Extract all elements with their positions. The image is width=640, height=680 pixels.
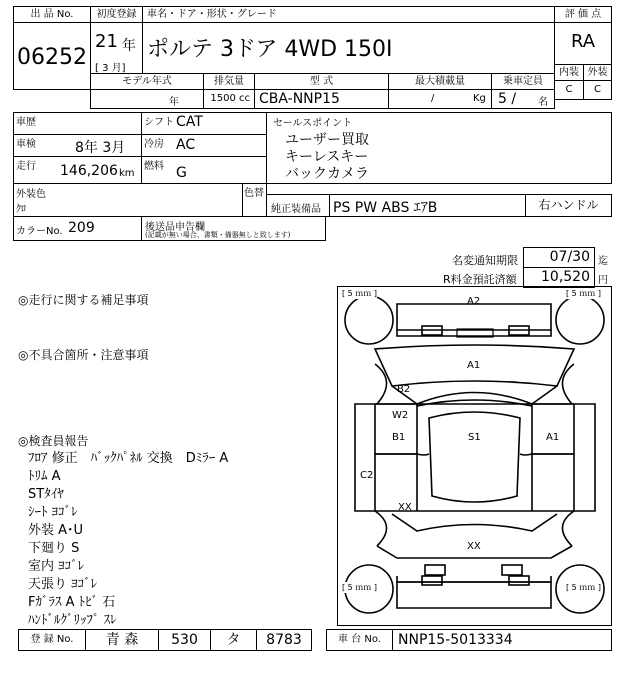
first-reg-label: 初度登録 <box>96 9 137 20</box>
color-no-value: 209 <box>68 220 95 236</box>
model-year-box <box>90 89 204 109</box>
displacement-label-box <box>203 73 255 90</box>
shift-value: CAT <box>176 114 203 130</box>
interior-grade-box <box>554 80 584 100</box>
rating-value: RA <box>570 31 596 52</box>
rating-label-box <box>554 6 612 23</box>
reg-num-box <box>256 629 312 651</box>
capacity-label: 乗車定員 <box>503 76 543 87</box>
damage-mark-xx-rear: XX <box>467 541 481 552</box>
model-year-unit: 年 <box>169 97 179 108</box>
inspection-value: 8年 3月 <box>75 140 126 156</box>
damage-mark-s1: S1 <box>468 432 481 443</box>
lot-no-box <box>13 22 91 90</box>
equipment-value: PS PW ABS ｴｱB <box>333 200 438 216</box>
rating-box <box>554 22 612 65</box>
inspector-item: Fｶﾞﾗｽ A ﾄﾋﾞ 石 <box>28 595 116 610</box>
chassis-label-box <box>326 629 393 651</box>
damage-mark-xx-side: XX <box>398 502 412 513</box>
interior-label: 内装 <box>559 67 579 78</box>
damage-mark-b2: B2 <box>397 384 411 395</box>
type-label-box <box>254 73 389 90</box>
car-name-box <box>142 22 555 74</box>
max-load-label: 最大積載量 <box>415 76 465 87</box>
reg-prefecture: 青 森 <box>105 632 139 648</box>
reg-label-box <box>18 629 86 651</box>
reg-number: 8783 <box>266 632 302 648</box>
first-reg-month: [ 3 月] <box>95 63 126 74</box>
rating-label: 評 価 点 <box>564 9 602 20</box>
reg-kana: タ <box>226 632 241 648</box>
inspector-item: STﾀｲﾔ <box>28 487 64 502</box>
lot-no: 06252 <box>17 45 87 70</box>
inspector-item: ﾄﾘﾑ A <box>28 469 61 484</box>
interior-grade: C <box>565 84 573 95</box>
displacement-label: 排気量 <box>214 76 244 87</box>
damage-mark-a1-hood: A1 <box>467 360 481 371</box>
chassis-number: NNP15-5013334 <box>398 632 513 648</box>
inspector-item: 外装 A･U <box>28 523 84 538</box>
first-reg-label-box <box>90 6 143 23</box>
capacity-box <box>491 89 555 109</box>
deadline-box <box>523 247 595 268</box>
reg-class-box <box>158 629 211 651</box>
inspector-item: ﾌﾛｱ 修正 ﾊﾞｯｸﾊﾟﾈﾙ 交換 Dﾐﾗｰ A <box>28 451 229 466</box>
inspector-item: 天張り ﾖｺﾞﾚ <box>28 577 98 592</box>
reg-pref-box <box>85 629 159 651</box>
post-docs-box <box>141 216 326 241</box>
reg-label: 登 録 No. <box>30 634 74 645</box>
exterior-label: 外装 <box>587 67 608 78</box>
sales-point-2: キーレスキー <box>285 149 369 165</box>
name-label: 車名・ドア・形状・グレード <box>147 9 277 20</box>
car-name: ポルテ 3ドア 4WD 150I <box>147 37 393 62</box>
sales-point-1: ユーザー買取 <box>285 132 369 148</box>
equipment-box <box>266 194 526 217</box>
tire-depth-fl: [ 5 ｍｍ ] <box>342 289 377 298</box>
exterior-grade: C <box>594 84 601 95</box>
lot-no-label: 出 品 No. <box>30 9 74 20</box>
max-load-value: / <box>431 93 435 104</box>
steering-box <box>525 194 612 217</box>
color-change-label: 色替 <box>244 188 264 199</box>
driving-notes-title: ◎走行に関する補足事項 <box>18 293 149 307</box>
lot-no-label-box <box>13 6 91 23</box>
capacity-value: 5 / <box>498 91 517 107</box>
chassis-label: 車 台 No. <box>338 634 381 645</box>
model-type: CBA-NNP15 <box>259 91 340 107</box>
ext-color-label: 外装色 <box>16 189 46 200</box>
deadline-unit: 迄 <box>598 256 608 267</box>
max-load-unit: Kg <box>473 93 486 104</box>
fuel-value: G <box>176 165 187 181</box>
model-year-label: モデル年式 <box>122 76 172 87</box>
car-damage-diagram <box>337 286 612 626</box>
exterior-label-box <box>583 64 612 81</box>
steering-value: 右ハンドル <box>538 198 599 212</box>
mileage-value: 146,206 <box>60 163 118 179</box>
inspection-label: 車検 <box>16 139 36 150</box>
inspector-title: ◎検査員報告 <box>18 434 89 448</box>
interior-label-box <box>554 64 584 81</box>
ac-label: 冷房 <box>144 139 164 150</box>
max-load-box <box>388 89 492 109</box>
model-year-label-box <box>90 73 204 90</box>
deadline-value: 07/30 <box>549 249 590 265</box>
details-block <box>13 112 267 184</box>
ext-color-box <box>13 183 267 217</box>
reg-kana-box <box>210 629 257 651</box>
inspector-item: ｼｰﾄ ﾖｺﾞﾚ <box>28 505 78 520</box>
sales-points-label: セールスポイント <box>273 118 353 129</box>
recycle-value: 10,520 <box>541 269 590 285</box>
ext-color-value: ｸﾛ <box>16 204 26 215</box>
inspector-item: ﾊﾝﾄﾞﾙｸﾞﾘｯﾌﾟ ｽﾚ <box>28 613 117 628</box>
mileage-label: 走行 <box>16 161 36 172</box>
damage-mark-a1-side: A1 <box>546 432 560 443</box>
chassis-box <box>392 629 612 651</box>
first-reg-year: 21 <box>95 31 118 52</box>
capacity-unit: 名 <box>538 97 548 108</box>
post-docs-note: (記載が無い場合、書類・備器無しと致します) <box>145 231 291 239</box>
ac-value: AC <box>176 137 196 153</box>
first-reg-year-unit: 年 <box>122 38 136 54</box>
name-label-box <box>142 6 555 23</box>
sales-point-3: バックカメラ <box>285 166 369 182</box>
sales-points-box <box>266 112 612 184</box>
shift-label: シフト <box>144 117 174 128</box>
tire-depth-rr: [ 5 ｍｍ ] <box>566 583 601 592</box>
exterior-grade-box <box>583 80 612 100</box>
displacement-value: 1500 cc <box>210 93 250 104</box>
equipment-label: 純正装備品 <box>271 204 321 215</box>
reg-class: 530 <box>171 632 198 648</box>
post-docs-label: 後送品申告欄 <box>145 222 205 233</box>
damage-mark-a2: A2 <box>467 296 481 307</box>
recycle-box <box>523 267 595 288</box>
type-label: 型 式 <box>309 76 334 87</box>
tire-depth-rl: [ 5 ｍｍ ] <box>342 583 377 592</box>
deadline-label: 名変通知期限 <box>452 254 518 267</box>
type-box <box>254 89 389 109</box>
mileage-unit: km <box>119 168 135 179</box>
tire-depth-fr: [ 5 ｍｍ ] <box>566 289 601 298</box>
damage-mark-b1: B1 <box>392 432 406 443</box>
reg-date-box <box>90 22 143 74</box>
fuel-label: 燃料 <box>144 161 164 172</box>
damage-mark-c2: C2 <box>360 470 374 481</box>
defects-title: ◎不具合箇所・注意事項 <box>18 348 149 362</box>
history-label: 車歴 <box>16 117 36 128</box>
displacement-box <box>203 89 255 109</box>
inspector-item: 下廻り S <box>28 541 80 556</box>
capacity-label-box <box>491 73 555 90</box>
recycle-label: R料金預託済額 <box>443 273 517 286</box>
damage-mark-w2: W2 <box>392 410 409 421</box>
inspector-item: 室内 ﾖｺﾞﾚ <box>28 559 85 574</box>
color-no-box <box>13 216 142 241</box>
recycle-unit: 円 <box>598 275 608 286</box>
color-no-label: カラーNo. <box>16 226 63 237</box>
max-load-label-box <box>388 73 492 90</box>
